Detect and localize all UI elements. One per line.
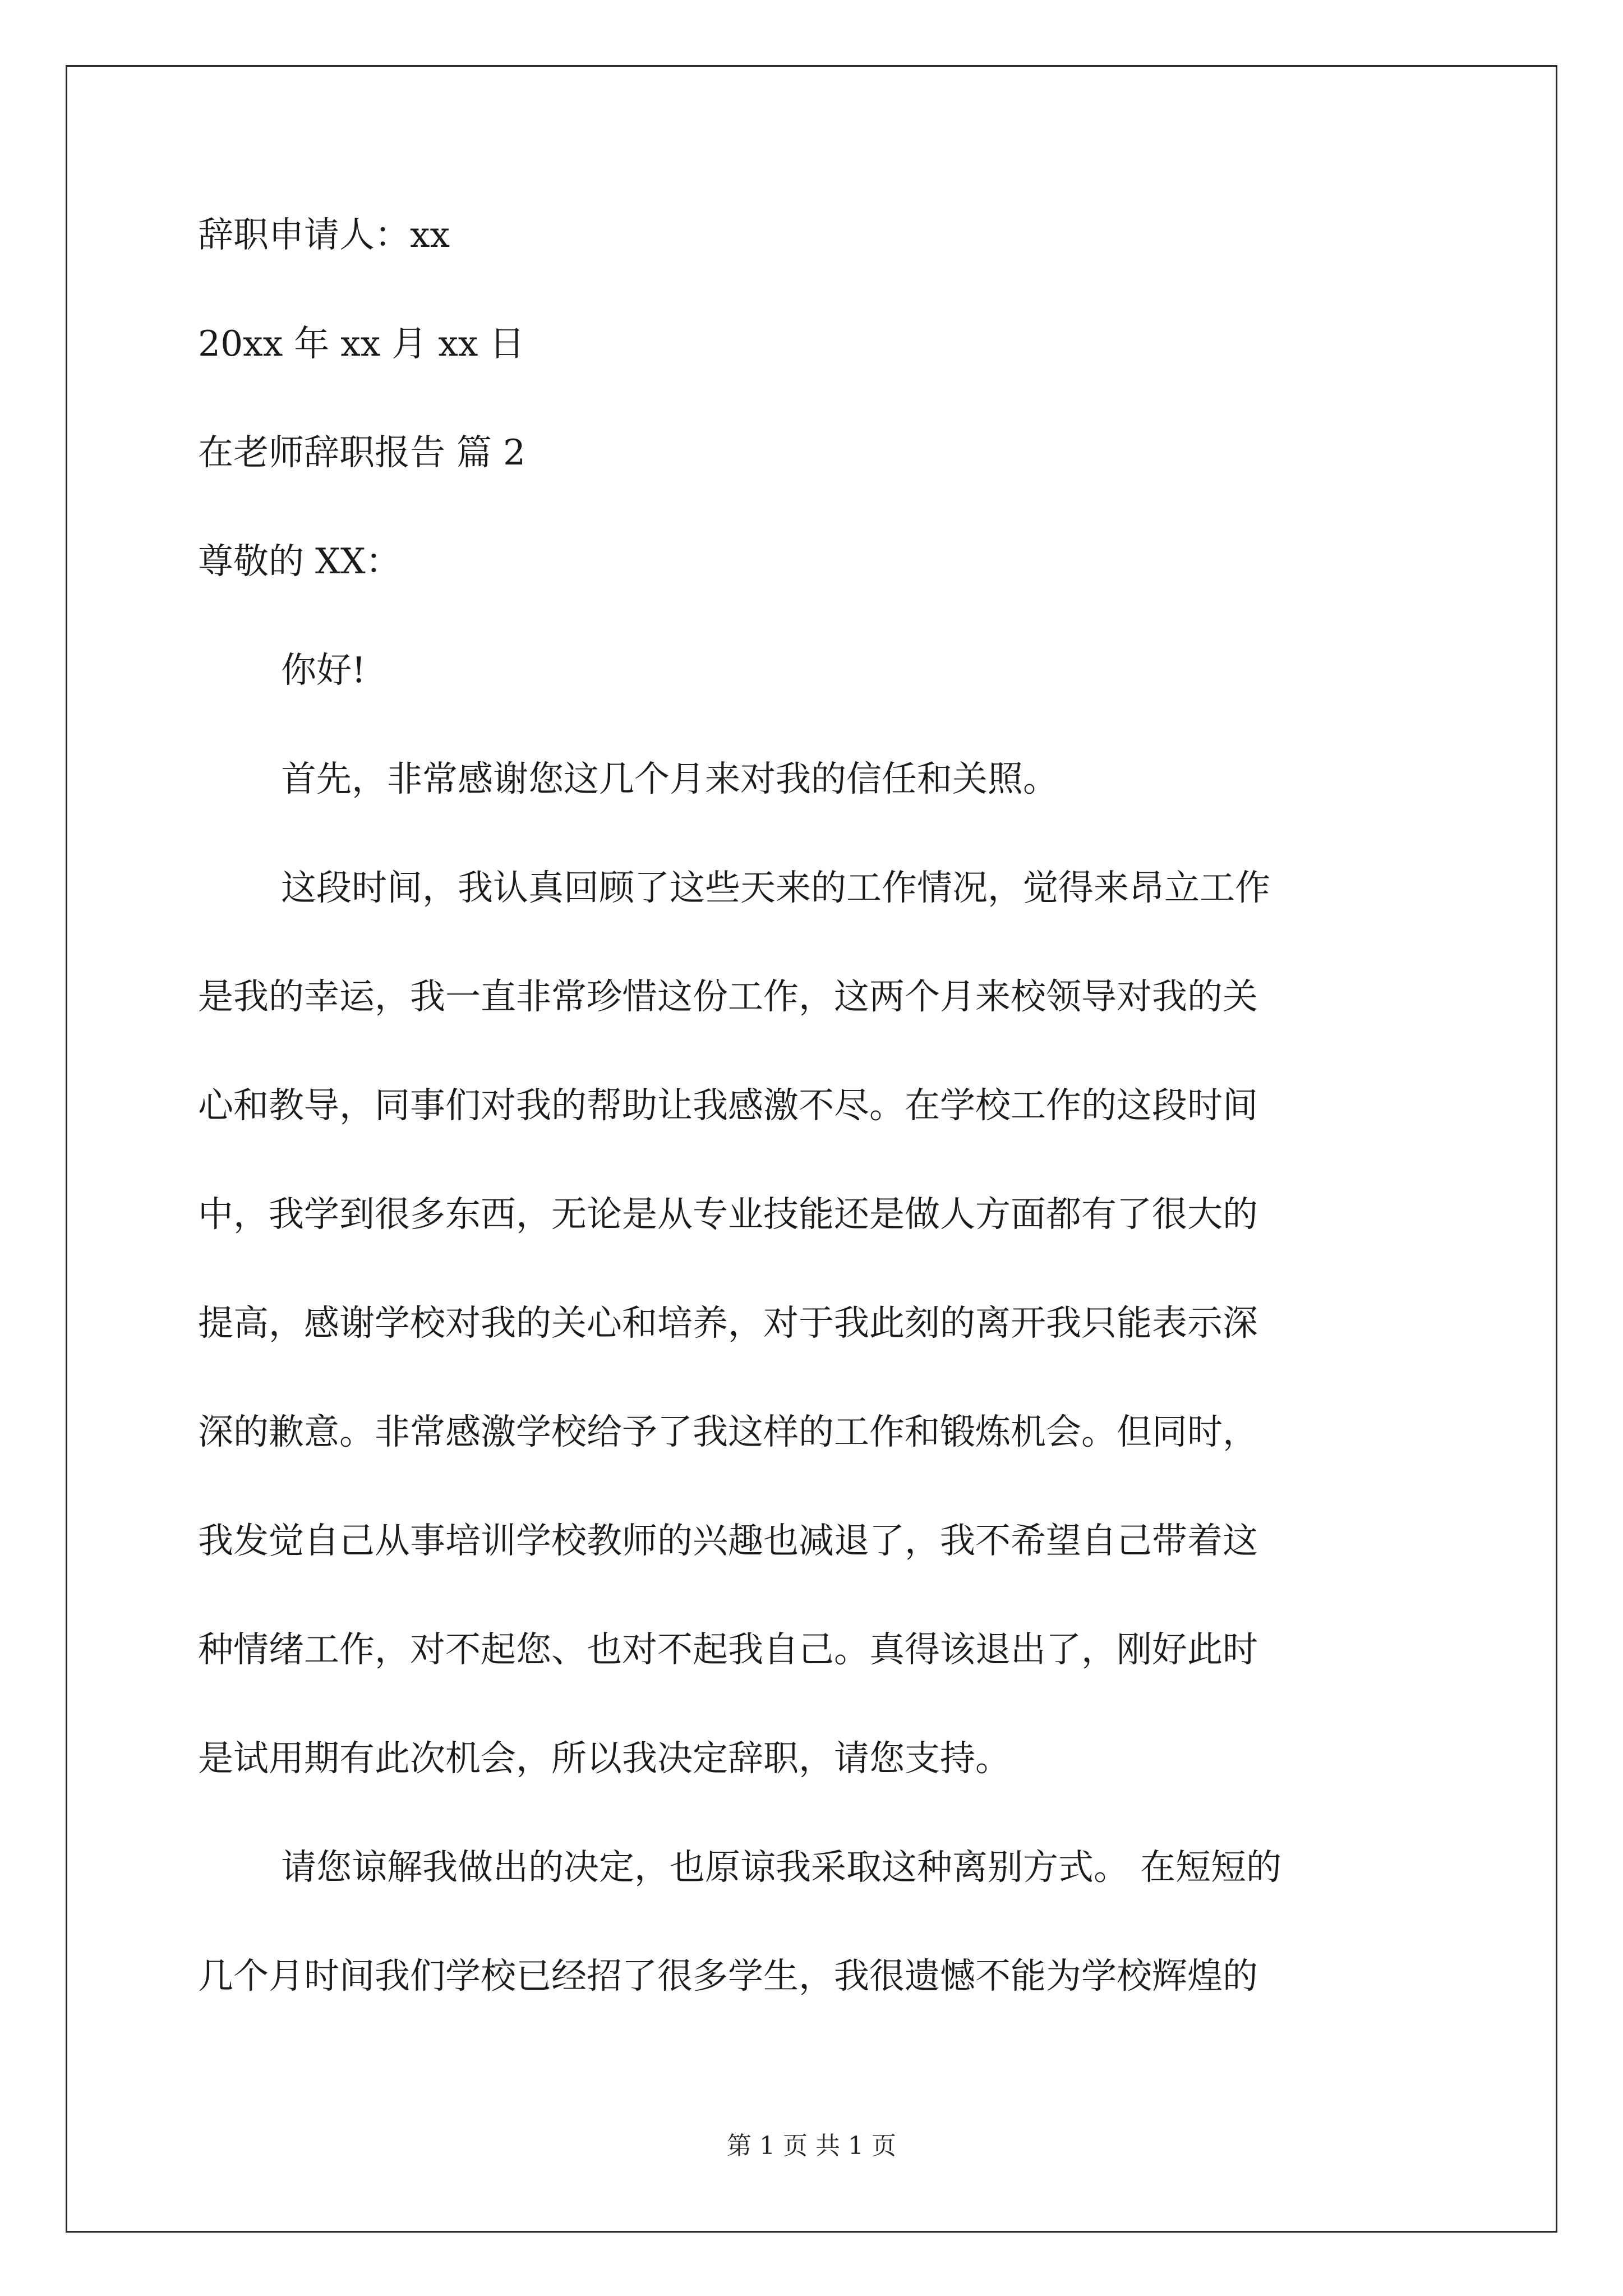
date-line: 20xx 年 xx 月 xx 日 [198,323,525,364]
paragraph-3-line: 请您谅解我做出的决定，也原谅我采取这种离别方式。 在短短的 [281,1847,1282,1888]
paragraph-3 [198,1846,1426,1998]
section-title: 在老师辞职报告 篇 2 [198,432,526,473]
paragraph-2-line: 深的歉意。非常感激学校给予了我这样的工作和锻炼机会。但同时， [198,1411,1258,1452]
paragraph-2-line: 中，我学到很多东西，无论是从专业技能还是做人方面都有了很大的 [198,1194,1258,1235]
paragraph-2-line: 心和教导，同事们对我的帮助让我感激不尽。在学校工作的这段时间 [198,1085,1258,1126]
paragraph-2-line: 是试用期有此次机会，所以我决定辞职，请您支持。 [198,1738,1011,1779]
greeting: 你好! [281,650,366,691]
salutation: 尊敬的 XX： [198,541,401,582]
paragraph-2 [198,866,1426,1780]
paragraph-3-line: 几个月时间我们学校已经招了很多学生，我很遗憾不能为学校辉煌的 [198,1955,1258,1996]
paragraph-2-line: 是我的幸运，我一直非常珍惜这份工作，这两个月来校领导对我的关 [198,976,1258,1017]
page-footer: 第 1 页 共 1 页 [727,2132,896,2160]
paragraph-2-line: 种情绪工作，对不起您、也对不起我自己。真得该退出了，刚好此时 [198,1629,1258,1670]
signature-line: 辞职申请人：xx [198,214,450,255]
document-body [198,213,1426,2063]
paragraph-1: 首先，非常感谢您这几个月来对我的信任和关照。 [281,758,1058,799]
paragraph-2-line: 提高，感谢学校对我的关心和培养，对于我此刻的离开我只能表示深 [198,1303,1258,1343]
paragraph-2-line: 这段时间，我认真回顾了这些天来的工作情况，觉得来昂立工作 [281,867,1270,908]
paragraph-2-line: 我发觉自己从事培训学校教师的兴趣也减退了，我不希望自己带着这 [198,1520,1258,1561]
